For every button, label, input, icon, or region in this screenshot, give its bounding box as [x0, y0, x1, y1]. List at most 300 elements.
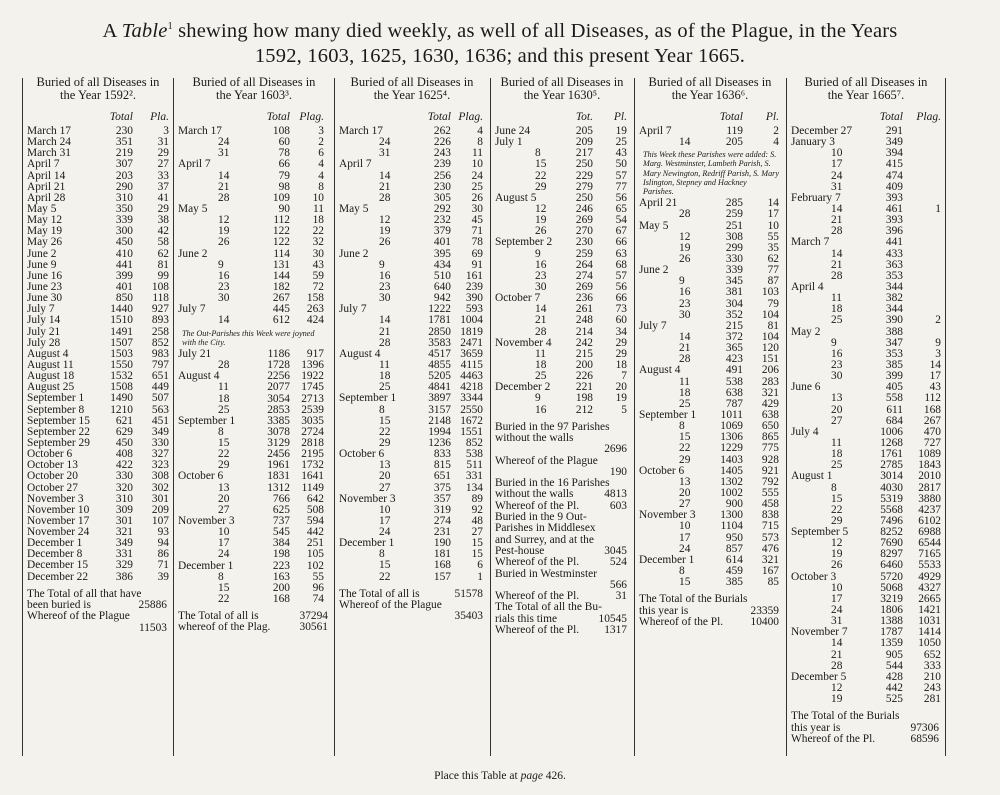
- plague-value: 3: [163, 125, 169, 137]
- total-value: 144: [272, 269, 290, 282]
- date-label: 18: [218, 392, 230, 405]
- date-label: 27: [379, 481, 391, 494]
- total-value: 372: [725, 330, 743, 343]
- date-label: 25: [831, 459, 843, 472]
- plague-value: 4: [477, 125, 483, 137]
- date-label: 18: [831, 303, 843, 316]
- table-row: [635, 455, 785, 466]
- plague-value: 4115: [460, 358, 483, 371]
- total-value: 363: [885, 258, 903, 271]
- date-label: July 21: [27, 325, 61, 338]
- table-row: [335, 237, 489, 248]
- year-column-1630: [491, 76, 633, 758]
- total-value: 611: [886, 403, 903, 416]
- summary-number: 190: [609, 465, 627, 478]
- subheader: [174, 106, 334, 126]
- title-prefix: A: [102, 19, 122, 42]
- total-value: 119: [726, 125, 743, 137]
- summary-text: Whereof of the Plague: [27, 610, 130, 623]
- plague-value: 81: [157, 258, 169, 271]
- footer-text: Place this Table at: [434, 770, 521, 782]
- total-value: 305: [433, 191, 451, 204]
- summary-text: Buried in the 16 Parishes: [495, 477, 610, 490]
- summary-number: 4813: [604, 488, 627, 501]
- total-value: 181: [433, 548, 451, 561]
- table-row: [335, 494, 489, 505]
- date-label: 17: [831, 158, 843, 171]
- total-value: 190: [433, 537, 451, 550]
- total-value: 1507: [110, 336, 133, 349]
- plague-value: 302: [151, 481, 169, 494]
- plague-value: 55: [312, 570, 324, 583]
- total-value: 4517: [428, 347, 451, 360]
- table-row: [491, 137, 633, 148]
- plague-value: 73: [615, 303, 627, 316]
- total-value: 209: [575, 136, 593, 149]
- plague-value: 105: [306, 548, 324, 561]
- total-value: 350: [115, 202, 133, 215]
- total-value: 60: [278, 136, 290, 149]
- date-label: November 3: [27, 492, 84, 505]
- total-value: 544: [885, 659, 903, 672]
- plague-value: 7: [621, 370, 627, 383]
- date-label: 11: [831, 436, 842, 449]
- date-label: 28: [679, 353, 691, 366]
- plague-value: 48: [471, 514, 483, 527]
- total-value: 223: [272, 559, 290, 572]
- plague-value: 33: [157, 169, 169, 182]
- table-row: [787, 159, 945, 170]
- plague-value: 58: [157, 236, 169, 249]
- table-row: [787, 560, 945, 571]
- date-label: April 7: [178, 158, 211, 171]
- total-value: 256: [433, 169, 451, 182]
- date-label: April 7: [639, 125, 672, 137]
- total-subheader: Tot.: [575, 111, 593, 123]
- plague-value: 797: [151, 358, 169, 371]
- summary-line: [635, 594, 785, 605]
- title-table-word: Table: [121, 19, 168, 42]
- date-label: September 1: [339, 392, 397, 405]
- total-value: 1490: [110, 392, 133, 405]
- table-row: [787, 260, 945, 271]
- plague-value: 442: [306, 526, 324, 539]
- date-label: 15: [218, 437, 230, 450]
- table-row: [635, 209, 785, 220]
- plague-subheader: Pla.: [150, 111, 169, 123]
- plague-value: 1672: [460, 414, 483, 427]
- title-line-1: [0, 14, 1000, 44]
- table-row: [23, 483, 173, 494]
- plague-value: 321: [761, 386, 779, 399]
- total-value: 1388: [880, 615, 903, 628]
- plague-value: 158: [306, 292, 324, 305]
- date-label: 15: [379, 414, 391, 427]
- total-value: 384: [272, 537, 290, 550]
- total-value: 640: [433, 280, 451, 293]
- table-row: [635, 577, 785, 588]
- total-value: 200: [575, 358, 593, 371]
- plague-value: 508: [306, 503, 324, 516]
- total-value: 8297: [880, 548, 903, 561]
- plague-value: 86: [157, 548, 169, 561]
- total-value: 1069: [720, 420, 743, 433]
- table-row: [635, 137, 785, 148]
- plague-value: 2665: [918, 592, 941, 605]
- plague-value: 30: [312, 247, 324, 260]
- summary-line: [635, 617, 785, 628]
- date-label: 25: [218, 403, 230, 416]
- date-label: April 4: [791, 280, 824, 293]
- date-label: September 22: [27, 425, 90, 438]
- date-label: September 1: [178, 414, 236, 427]
- total-value: 344: [885, 303, 903, 316]
- date-label: December 22: [27, 570, 89, 583]
- plague-value: 323: [151, 459, 169, 472]
- date-label: 16: [535, 403, 547, 416]
- table-row: [787, 293, 945, 304]
- header-line: Buried of all Diseases in: [500, 76, 624, 89]
- plague-value: 327: [151, 448, 169, 461]
- plague-value: 11: [472, 147, 483, 160]
- date-label: 29: [218, 459, 230, 472]
- total-value: 545: [272, 526, 290, 539]
- plague-value: 87: [767, 275, 779, 288]
- plague-value: 3: [935, 347, 941, 360]
- date-label: 22: [379, 570, 391, 583]
- total-value: 1994: [428, 425, 451, 438]
- date-label: 23: [379, 280, 391, 293]
- table-row: [787, 327, 945, 338]
- total-value: 381: [725, 286, 743, 299]
- plague-value: 267: [923, 414, 941, 427]
- plague-value: 3035: [301, 414, 324, 427]
- plague-value: 67: [615, 225, 627, 238]
- total-value: 310: [115, 492, 133, 505]
- plague-value: 78: [471, 236, 483, 249]
- date-label: 29: [831, 514, 843, 527]
- total-value: 292: [433, 202, 451, 215]
- total-value: 6460: [880, 559, 903, 572]
- total-value: 163: [272, 570, 290, 583]
- total-value: 1761: [880, 448, 903, 461]
- total-value: 621: [115, 414, 133, 427]
- summary-text: Whereof of the Pl.: [495, 556, 580, 569]
- subheader: [491, 106, 633, 126]
- date-label: November 4: [495, 336, 552, 349]
- total-value: 285: [725, 197, 743, 210]
- date-label: 14: [679, 330, 691, 343]
- plague-value: 2471: [460, 336, 483, 349]
- summary-text: Buried in the 9 Out-: [495, 511, 587, 524]
- date-label: July 1: [495, 136, 523, 149]
- column-rule: [945, 78, 946, 756]
- date-label: 10: [379, 503, 391, 516]
- total-value: 379: [433, 225, 451, 238]
- total-value: 1359: [880, 637, 903, 650]
- year-column-1592: [23, 76, 173, 758]
- total-value: 1961: [267, 459, 290, 472]
- plague-value: 25: [471, 180, 483, 193]
- total-value: 198: [272, 548, 290, 561]
- total-value: 423: [725, 353, 743, 366]
- total-value: 388: [885, 325, 903, 338]
- date-label: 11: [218, 381, 229, 394]
- table-row: [335, 405, 489, 416]
- summary-line: [491, 602, 633, 613]
- date-label: July 21: [178, 347, 212, 360]
- date-label: 22: [535, 169, 547, 182]
- total-value: 5205: [428, 370, 451, 383]
- table-row: [335, 126, 489, 137]
- header-line: Buried of all Diseases in: [36, 76, 160, 89]
- total-value: 434: [433, 258, 451, 271]
- total-value: 395: [433, 247, 451, 260]
- plague-value: 2010: [918, 470, 941, 483]
- date-label: December 1: [339, 537, 395, 550]
- total-value: 450: [115, 436, 133, 449]
- plague-value: 8: [477, 136, 483, 149]
- plague-value: 161: [465, 269, 483, 282]
- date-label: 31: [831, 180, 843, 193]
- plague-value: 243: [923, 682, 941, 695]
- date-label: September 8: [27, 403, 85, 416]
- total-value: 357: [433, 492, 451, 505]
- table-row: [491, 215, 633, 226]
- table-row: [635, 243, 785, 254]
- total-value: 259: [575, 247, 593, 260]
- plague-value: 14: [767, 197, 779, 210]
- summary-text: Whereof of the Pl.: [495, 499, 580, 512]
- date-label: July 7: [339, 303, 367, 316]
- table-row: [335, 549, 489, 560]
- plague-value: 893: [151, 314, 169, 327]
- date-label: 21: [379, 180, 391, 193]
- summary-text: The Total of all that have: [27, 587, 142, 600]
- total-value: 212: [575, 403, 593, 416]
- total-value: 900: [725, 498, 743, 511]
- total-value: 3219: [880, 592, 903, 605]
- total-value: 1440: [110, 303, 133, 316]
- plague-subheader: Plag.: [458, 111, 483, 123]
- plague-value: 1843: [918, 459, 941, 472]
- total-value: 638: [725, 386, 743, 399]
- table-row: [491, 249, 633, 260]
- subheader: [335, 106, 489, 126]
- table-row: [491, 204, 633, 215]
- date-label: 25: [379, 381, 391, 394]
- summary-line: [23, 623, 173, 634]
- plague-value: 112: [924, 392, 941, 405]
- plague-value: 638: [761, 408, 779, 421]
- summary-text: been buried is: [27, 599, 91, 612]
- total-subheader: Total: [879, 111, 903, 123]
- plague-value: 62: [767, 253, 779, 265]
- table-row: [335, 226, 489, 237]
- date-label: March 17: [27, 125, 71, 137]
- date-label: 10: [831, 147, 843, 160]
- total-value: 330: [725, 253, 743, 265]
- date-label: 8: [679, 420, 685, 433]
- table-row: [635, 521, 785, 532]
- plague-value: 50: [615, 158, 627, 171]
- date-label: 14: [379, 169, 391, 182]
- summary-number: 51578: [454, 587, 483, 600]
- total-value: 405: [885, 381, 903, 394]
- total-value: 291: [885, 125, 903, 137]
- total-value: 230: [575, 236, 593, 249]
- total-value: 1550: [110, 358, 133, 371]
- date-label: 15: [535, 158, 547, 171]
- total-value: 3054: [267, 392, 290, 405]
- plague-value: 27: [157, 158, 169, 171]
- date-label: 22: [218, 593, 230, 606]
- plague-value: 71: [471, 225, 483, 238]
- total-value: 441: [115, 258, 133, 271]
- date-label: 30: [535, 280, 547, 293]
- total-subheader: Total: [427, 111, 451, 123]
- plague-value: 2195: [301, 448, 324, 461]
- date-label: November 3: [178, 515, 235, 528]
- plague-value: 6102: [918, 514, 941, 527]
- column-header: [23, 76, 173, 106]
- date-label: 8: [679, 564, 685, 577]
- plague-value: 1396: [301, 359, 324, 372]
- table-row: [174, 171, 334, 182]
- total-value: 231: [433, 526, 451, 539]
- plague-value: 24: [471, 169, 483, 182]
- summary-line: [491, 625, 633, 636]
- table-row: [787, 672, 945, 683]
- date-label: 21: [831, 258, 843, 271]
- date-label: 22: [379, 425, 391, 438]
- date-label: 14: [379, 314, 391, 327]
- total-value: 1806: [880, 604, 903, 617]
- summary-line: [491, 523, 633, 534]
- summary-line: [23, 611, 173, 622]
- plague-value: 2: [935, 314, 941, 327]
- date-label: 18: [535, 358, 547, 371]
- table-row: [635, 126, 785, 137]
- date-label: 24: [218, 548, 230, 561]
- plague-value: 2818: [301, 437, 324, 450]
- summary-line: [491, 444, 633, 455]
- plague-value: 18: [615, 358, 627, 371]
- summary-block: [335, 589, 489, 623]
- summary-text: Parishes in Middlesex: [495, 522, 596, 535]
- table-row: [335, 505, 489, 516]
- table-row: [174, 137, 334, 148]
- table-row: [787, 204, 945, 215]
- total-value: 5720: [880, 570, 903, 583]
- plague-value: 60: [615, 314, 627, 327]
- total-value: 236: [575, 292, 593, 305]
- table-row: [635, 287, 785, 298]
- plague-value: 31: [157, 136, 169, 149]
- summary-text: The Total of all the Bu-: [495, 601, 602, 614]
- total-value: 8252: [880, 526, 903, 539]
- date-label: 15: [679, 431, 691, 444]
- plague-value: 390: [465, 292, 483, 305]
- plague-value: 206: [761, 364, 779, 377]
- total-value: 1532: [110, 370, 133, 383]
- plague-value: 57: [615, 269, 627, 282]
- plague-value: 2: [773, 125, 779, 137]
- table-row: [23, 405, 173, 416]
- date-label: 29: [679, 453, 691, 466]
- date-label: October 3: [791, 570, 837, 583]
- plague-value: 301: [151, 492, 169, 505]
- plague-subheader: Pl.: [765, 111, 779, 123]
- year-column-1603: [174, 76, 334, 758]
- date-label: May 2: [791, 325, 821, 338]
- total-value: 270: [575, 225, 593, 238]
- total-value: 122: [272, 236, 290, 249]
- total-value: 525: [885, 693, 903, 706]
- plague-value: 263: [306, 303, 324, 316]
- table-row: [491, 327, 633, 338]
- plague-value: 349: [151, 425, 169, 438]
- total-value: 267: [272, 292, 290, 305]
- date-label: July 28: [27, 336, 61, 349]
- plague-value: 331: [465, 470, 483, 483]
- total-value: 1831: [267, 470, 290, 483]
- date-label: 9: [535, 392, 541, 405]
- date-label: 28: [379, 191, 391, 204]
- total-value: 5568: [880, 503, 903, 516]
- plague-value: 89: [471, 492, 483, 505]
- summary-line: [491, 557, 633, 568]
- total-value: 108: [272, 125, 290, 137]
- table-row: [787, 137, 945, 148]
- plague-value: 429: [761, 397, 779, 410]
- total-value: 329: [115, 559, 133, 572]
- total-value: 1006: [880, 425, 903, 438]
- total-value: 309: [115, 503, 133, 516]
- date-label: March 31: [27, 147, 71, 160]
- plague-value: 32: [312, 236, 324, 249]
- table-row: [491, 338, 633, 349]
- table-row: [787, 694, 945, 705]
- plague-value: 476: [761, 542, 779, 555]
- summary-number: 603: [609, 499, 627, 512]
- total-value: 684: [885, 414, 903, 427]
- summary-number: 97306: [910, 721, 939, 734]
- total-value: 269: [575, 280, 593, 293]
- total-value: 612: [272, 314, 290, 327]
- total-value: 1403: [720, 453, 743, 466]
- total-value: 345: [725, 275, 743, 288]
- date-label: June 24: [495, 125, 531, 137]
- date-label: 26: [218, 236, 230, 249]
- date-label: August 4: [178, 370, 220, 383]
- total-value: 122: [272, 225, 290, 238]
- total-value: 339: [115, 214, 133, 227]
- table-row: [335, 204, 489, 215]
- table-row: [787, 638, 945, 649]
- date-label: 28: [679, 208, 691, 221]
- total-value: 850: [115, 292, 133, 305]
- total-value: 344: [885, 280, 903, 293]
- date-label: July 7: [639, 319, 667, 332]
- plague-value: 470: [923, 425, 941, 438]
- plague-value: 917: [306, 347, 324, 360]
- table-row: [491, 304, 633, 315]
- table-row: [635, 232, 785, 243]
- table-row: [491, 159, 633, 170]
- plague-value: 41: [157, 191, 169, 204]
- plague-value: 103: [761, 286, 779, 299]
